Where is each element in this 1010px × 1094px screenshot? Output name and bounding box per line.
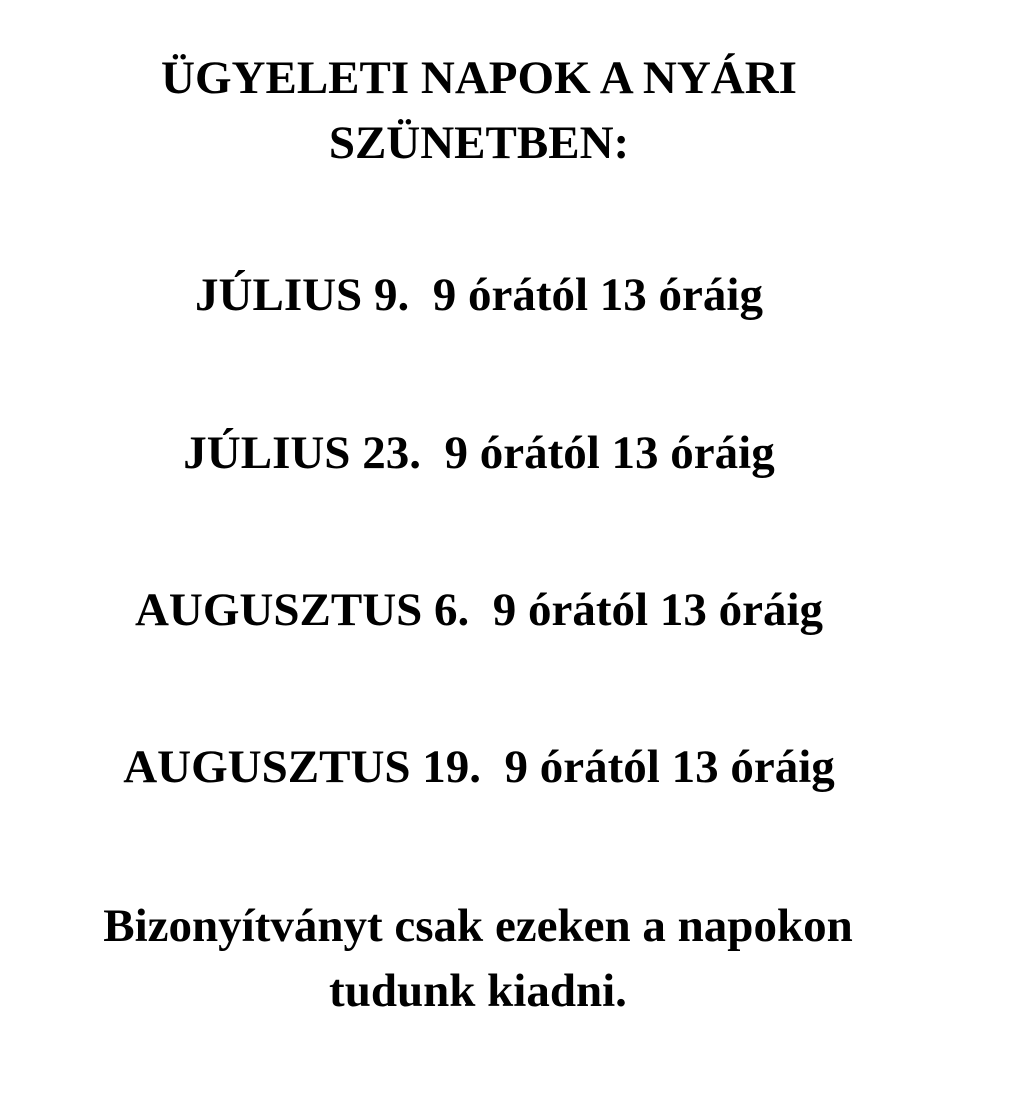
duty-day-hours: 9 órától 13 óráig [492,584,824,636]
duty-day-hours: 9 órától 13 óráig [432,269,763,321]
duty-day-1 [0,269,958,321]
duty-day-2 [0,427,958,479]
duty-day-date: AUGUSZTUS 19. [123,741,482,793]
duty-day-date: JÚLIUS 9. [195,269,410,321]
certificate-note-line-2: tudunk kiadni. [329,965,627,1017]
notice-title-line-1: ÜGYELETI NAPOK A NYÁRI [161,52,797,104]
duty-day-3 [0,584,958,636]
certificate-note-line-1: Bizonyítványt csak ezeken a napokon [103,900,853,952]
duty-day-date: AUGUSZTUS 6. [134,584,470,636]
notice-title-line-2: SZÜNETBEN: [328,117,630,169]
duty-day-hours: 9 órától 13 óráig [444,427,775,479]
duty-day-4 [0,741,958,793]
duty-day-date: JÚLIUS 23. [183,427,421,479]
duty-day-hours: 9 órától 13 óráig [504,741,835,793]
